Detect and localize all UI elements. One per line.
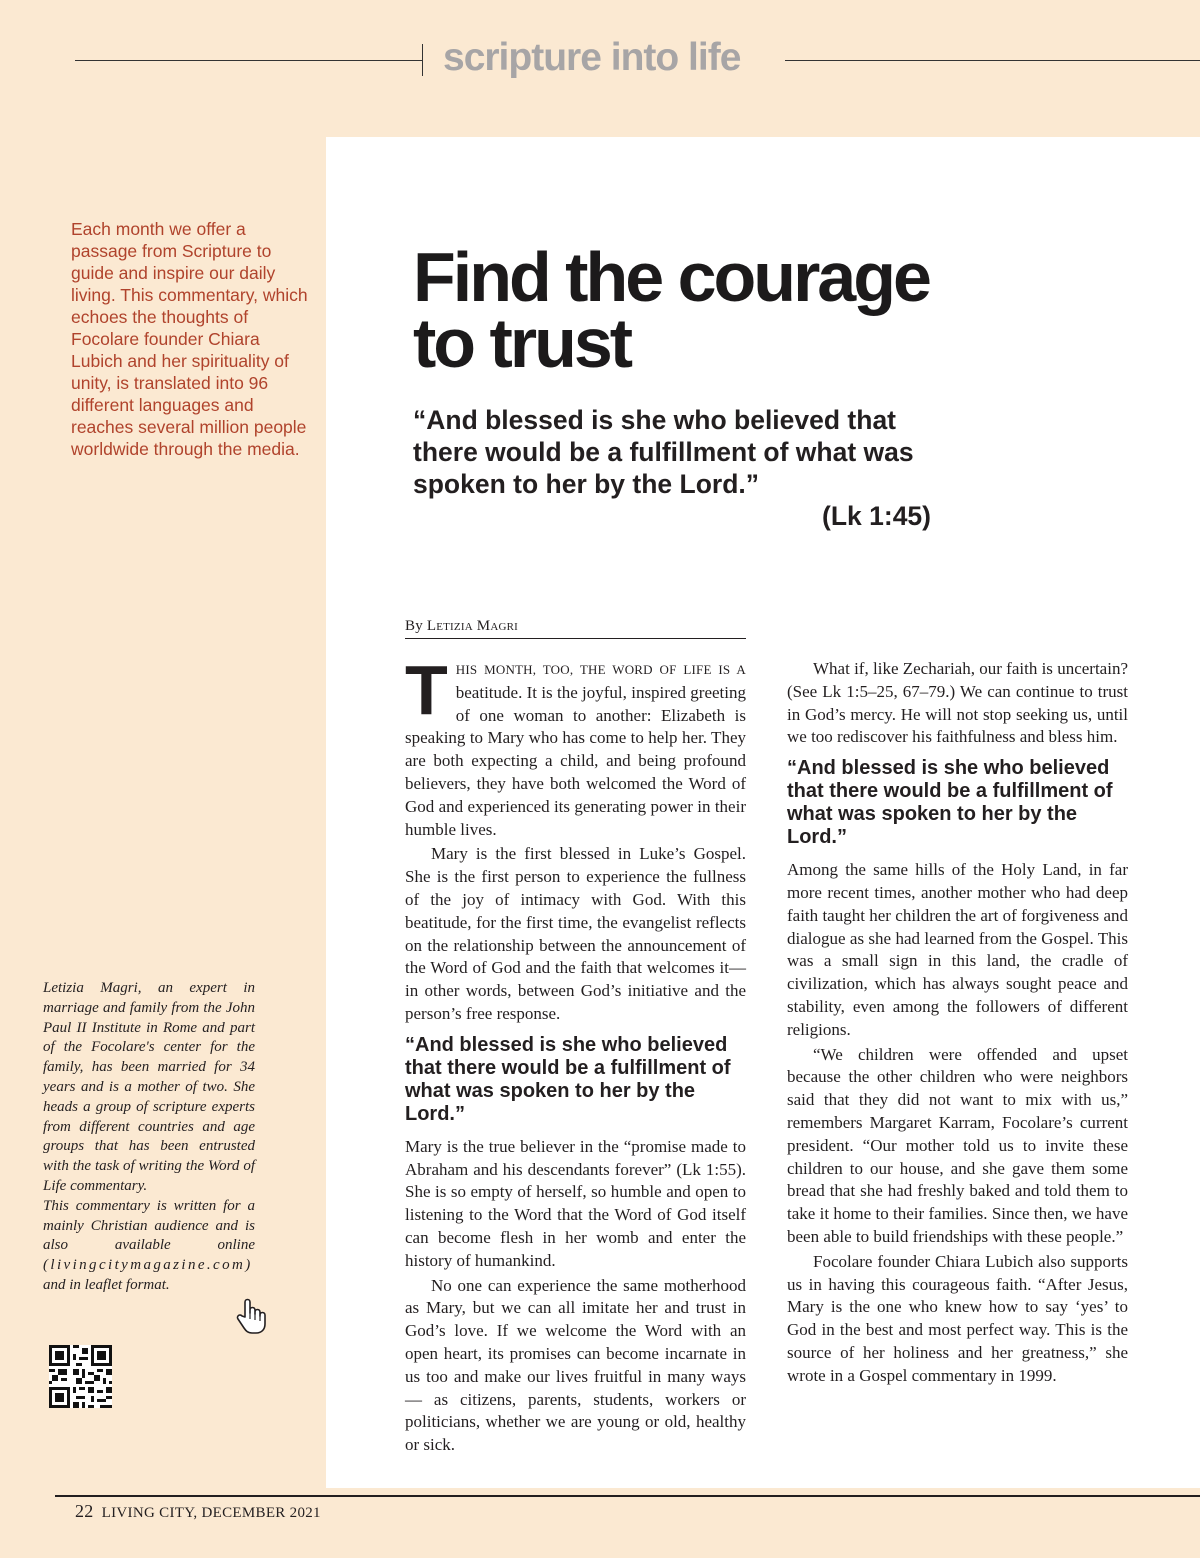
paragraph-5: What if, like Zechariah, our faith is uncertain? (See Lk 1:5–25, 67–79.) We can continue to trust in God’s mercy. He will not stop seeking us, until we too rediscover his faithfulness and bless him. [787,659,1128,747]
header-rule-left [75,60,423,61]
paragraph-7: “We children were offended and upset because the other children who were neighbors said that they did not want to mix with us,” remembers Margaret Karram, Focolare’s current president. “Our mother told us to invite these children to our house, and she gave them some bread that she had freshly baked and told them to take it home to their families. Since then, we have been able to build friendships with these people.” [787,1044,1128,1246]
qr-code-icon[interactable] [49,1345,112,1408]
section-title: scripture into life [443,36,741,79]
byline-name: Letizia Magri [426,618,519,634]
byline [405,618,746,639]
paragraph-1 [405,651,746,841]
page-number: 22 [75,1501,94,1521]
availability-suffix: and in leaflet format. [43,1276,170,1293]
paragraph-4: No one can experience the same motherhood as Mary, but we can all imitate her and trust in God’s love. If we welcome the Word with an open heart, its promises can become incarnate in us too and make our lives fruitful in many ways — as citizens, parents, students, workers or politicians, whether we are young or old, healthy or sick. [405,1275,746,1455]
paragraph-6: Among the same hills of the Holy Land, in far more recent times, another mother who had deep faith taught her children the art of forgiveness and dialogue as she had learned from the Gospel. This was a small sign in this land, the cradle of civilization, which has always sought peace and stability, even among the followers of different religions. [787,860,1128,1039]
paragraph-8: Focolare founder Chiara Lubich also supports us in having this courageous faith. “After Jesus, Mary is the one who knew how to say ‘yes’ to God in the best and most perfect way. This is the source of her holiness and her greatness,” she wrote in a Gospel commentary in 1999. [787,1251,1128,1385]
title-line-1: Find the courage [413,238,929,316]
author-bio [43,979,255,1296]
paragraph-2: Mary is the first blessed in Luke’s Gospel. She is the first person to experience the fullness of the joy of intimacy with God. With this beatitude, for the first time, the evangelist reflects on the relationship between the announcement of the Word of God and the faith that welcomes it—in other words, between God’s initiative and the person’s free response. [405,844,746,1023]
publication-info: LIVING CITY, DECEMBER 2021 [101,1505,321,1521]
header-divider [422,44,423,76]
byline-prefix: By [405,618,423,634]
paragraph-1-text: beatitude. It is the joyful, inspired greeting of one woman to another: Elizabeth is speaking to Mary who has come to help her. They are both expecting a child, and being profound believers, they have both welcomed the Word of God and experienced its generating power in their humble lives. [405,682,746,839]
website-link[interactable]: (livingcitymagazine.com) [43,1257,253,1274]
article-column-2 [787,658,1128,1390]
footer-rule [55,1495,1200,1497]
bio-text: Letizia Magri, an expert in marriage and family from the John Paul II Institute in Rome and part of the Focolare's center for the family, has been married for 34 years and is a mother of two. She heads a group of scripture experts from different countries and age groups that has been entrusted with the task of writing the Word of Life commentary. [43,980,255,1194]
paragraph-3: Mary is the true believer in the “promise made to Abraham and his descendants forever” (Lk 1:55). She is so empty of herself, so humble and open to listening to the Word that the Word of God itself can become flesh in her womb and enter the history of humankind. [405,1136,746,1270]
pull-quote-1: “And blessed is she who believed that there would be a fulfillment of what was spoken to her by the Lord.” [405,1033,731,1125]
availability-prefix: This commentary is written for a mainly Christian audience and is also available online [43,1197,255,1254]
page-footer [75,1501,321,1522]
title-line-2: to trust [413,304,631,382]
lead-in-caps: HIS MONTH, TOO, THE WORD OF LIFE IS A [455,662,746,677]
header-rule-right [785,60,1200,61]
sidebar-intro: Each month we offer a passage from Scripture to guide and inspire our daily living. This commentary, which echoes the thoughts of Focolare founder Chiara Lubich and her spirituality of unity, is translated into 96 different languages and reaches several million people worldwide through the media. [71,219,308,459]
scripture-quote: “And blessed is she who believed that there would be a fulfillment of what was spoken to her by the Lord.” [413,405,914,499]
hand-pointer-icon [234,1297,268,1335]
article-title [413,238,1053,382]
article-column-1 [405,651,746,1459]
pull-quote-2: “And blessed is she who believed that there would be a fulfillment of what was spoken to her by the Lord.” [787,757,1113,849]
drop-cap: T [405,651,448,729]
scripture-reference: (Lk 1:45) [822,501,931,531]
